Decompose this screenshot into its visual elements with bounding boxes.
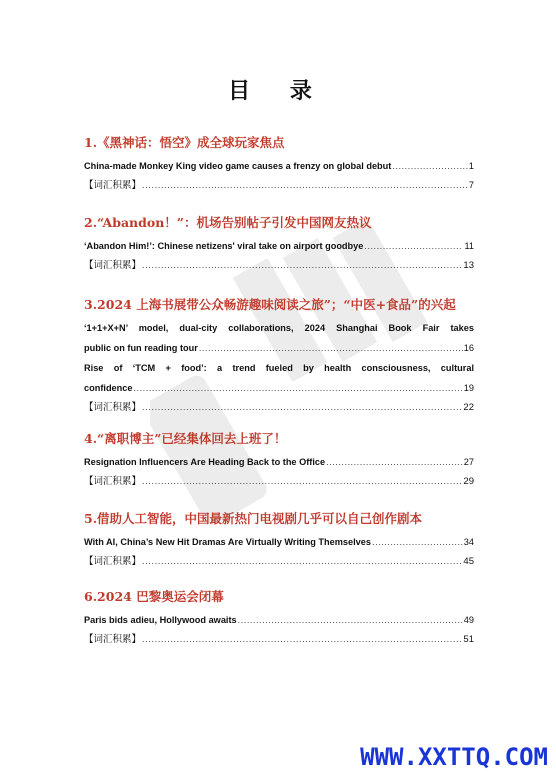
toc-entry[interactable] [84, 610, 474, 630]
entry-title: confidence [84, 383, 133, 393]
page-number: 16 [463, 343, 474, 353]
leader-dots [142, 398, 462, 418]
section-heading[interactable]: 1.《黑神话：悟空》成全球玩家焦点 [84, 135, 285, 150]
entry-title: public on fun reading tour [84, 343, 198, 353]
toc-entry-vocab[interactable] [84, 472, 474, 492]
leader-dots [372, 532, 463, 552]
toc-entry-vocab[interactable] [84, 630, 474, 650]
entry-title: China-made Monkey King video game causes a frenzy on global debut [84, 161, 392, 171]
entry-title: 【词汇积累】 [84, 402, 142, 413]
page-number: 27 [463, 457, 474, 467]
leader-dots [142, 472, 462, 492]
entry-title: Paris bids adieu, Hollywood awaits [84, 615, 237, 625]
page-number: 34 [463, 537, 474, 547]
leader-dots [238, 610, 463, 630]
toc-section-4 [84, 430, 474, 492]
page-number: 22 [463, 402, 474, 413]
site-url-footer[interactable]: WWW.XXTTQ.COM [360, 743, 548, 771]
section-heading[interactable]: 2.“Abandon！”：机场告别帖子引发中国网友热议 [84, 215, 372, 230]
page-number: 19 [463, 383, 474, 393]
section-heading[interactable]: 5.借助人工智能，中国最新热门电视剧几乎可以自己创作剧本 [84, 511, 423, 526]
page-number: 29 [463, 476, 474, 487]
leader-dots [142, 630, 462, 650]
leader-dots [142, 256, 462, 276]
toc-section-2 [84, 214, 474, 276]
page-number: 1 [468, 161, 474, 171]
toc-section-1 [84, 134, 474, 196]
leader-dots [142, 176, 468, 196]
entry-title: Resignation Influencers Are Heading Back to the Office [84, 457, 326, 467]
toc-entry[interactable] [84, 358, 474, 398]
toc-entry[interactable] [84, 236, 474, 256]
toc-entry[interactable] [84, 452, 474, 472]
leader-dots [326, 452, 463, 472]
entry-title-line: ‘1+1+X+N’ model, dual-city collaborations, 2024 Shanghai Book Fair takes [84, 323, 474, 333]
entry-title: ‘Abandon Him!’: Chinese netizens' viral take on airport goodbye [84, 241, 364, 251]
page-title: 目 录 [228, 78, 328, 104]
entry-title: 【词汇积累】 [84, 476, 142, 487]
page-number: 7 [468, 180, 474, 191]
entry-title: 【词汇积累】 [84, 180, 142, 191]
toc-section-5 [84, 510, 474, 572]
toc-entry[interactable] [84, 532, 474, 552]
page-number: 11 [464, 241, 474, 251]
page-number: 45 [463, 556, 474, 567]
section-heading[interactable]: 3.2024 上海书展带公众畅游趣味阅读之旅”；“中医+食品”的兴起 [84, 297, 456, 312]
section-heading[interactable]: 6.2024 巴黎奥运会闭幕 [84, 589, 224, 604]
entry-title: 【词汇积累】 [84, 556, 142, 567]
toc-entry[interactable] [84, 156, 474, 176]
leader-dots [392, 156, 468, 176]
toc-entry-vocab[interactable] [84, 552, 474, 572]
section-heading[interactable]: 4.“离职博主”已经集体回去上班了！ [84, 431, 287, 446]
toc-entry[interactable] [84, 318, 474, 358]
page-number: 51 [463, 634, 474, 645]
page-number: 49 [463, 615, 474, 625]
leader-dots [199, 338, 463, 358]
entry-title: With AI, China’s New Hit Dramas Are Virtually Writing Themselves [84, 537, 372, 547]
leader-dots [134, 378, 463, 398]
entry-title: 【词汇积累】 [84, 260, 142, 271]
toc-entry-vocab[interactable] [84, 176, 474, 196]
toc-section-6 [84, 588, 474, 650]
toc-section-3 [84, 296, 474, 418]
leader-dots [364, 236, 463, 256]
page-number: 13 [463, 260, 474, 271]
toc-entry-vocab[interactable] [84, 398, 474, 418]
toc-entry-vocab[interactable] [84, 256, 474, 276]
entry-title: 【词汇积累】 [84, 634, 142, 645]
leader-dots [142, 552, 462, 572]
entry-title-line: Rise of ‘TCM + food’: a trend fueled by health consciousness, cultural [84, 363, 474, 373]
